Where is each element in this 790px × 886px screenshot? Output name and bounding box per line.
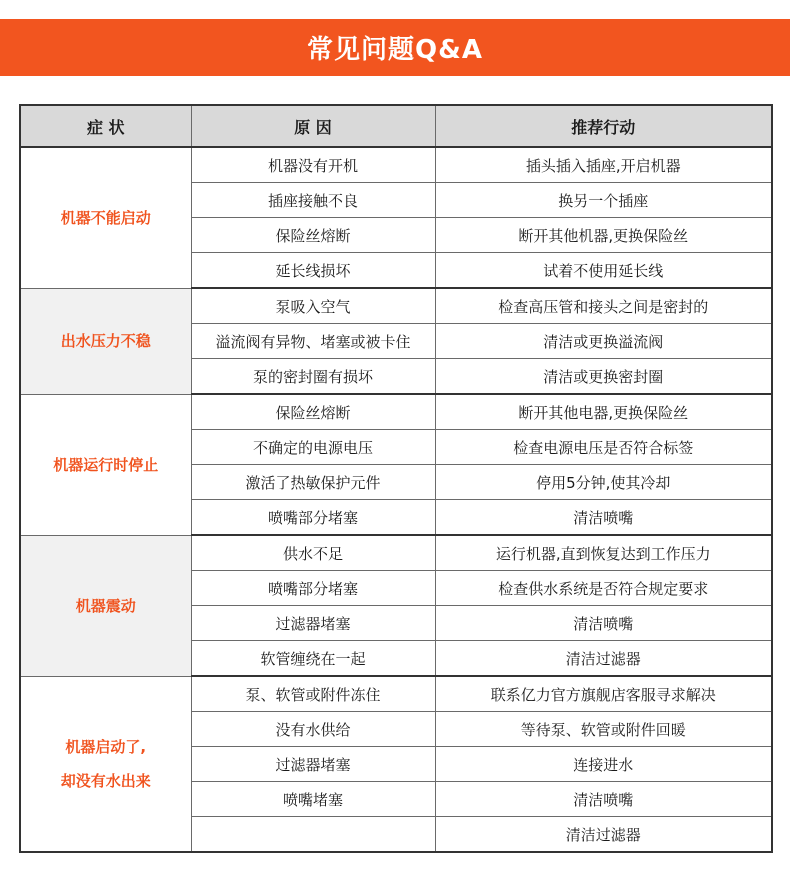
symptom-line: 出水压力不稳 [60, 332, 151, 350]
header-action: 推荐行动 [435, 105, 772, 147]
cause-cell: 泵的密封圈有损坏 [191, 359, 435, 395]
symptom-line: 机器启动了, [65, 737, 147, 756]
cause-cell: 机器没有开机 [191, 147, 435, 183]
action-cell: 清洁过滤器 [435, 641, 772, 677]
cause-cell: 不确定的电源电压 [191, 430, 435, 465]
action-cell: 试着不使用延长线 [435, 253, 772, 289]
symptom-line: 却没有水出来 [60, 771, 151, 790]
action-cell: 清洁喷嘴 [435, 782, 772, 817]
table-header-row [20, 105, 772, 147]
action-cell: 清洁或更换密封圈 [435, 359, 772, 395]
cause-cell [191, 817, 435, 853]
cause-cell: 过滤器堵塞 [191, 747, 435, 782]
action-cell: 断开其他电器,更换保险丝 [435, 394, 772, 430]
cause-cell: 保险丝熔断 [191, 394, 435, 430]
action-cell: 清洁或更换溢流阀 [435, 324, 772, 359]
action-cell: 插头插入插座,开启机器 [435, 147, 772, 183]
cause-cell: 过滤器堵塞 [191, 606, 435, 641]
action-cell: 等待泵、软管或附件回暖 [435, 712, 772, 747]
action-cell: 停用5分钟,使其冷却 [435, 465, 772, 500]
action-cell: 清洁过滤器 [435, 817, 772, 853]
cause-cell: 软管缠绕在一起 [191, 641, 435, 677]
symptom-cell [20, 147, 191, 288]
action-cell: 清洁喷嘴 [435, 500, 772, 536]
cause-cell: 泵吸入空气 [191, 288, 435, 324]
cause-cell: 保险丝熔断 [191, 218, 435, 253]
action-cell: 检查供水系统是否符合规定要求 [435, 571, 772, 606]
action-cell: 换另一个插座 [435, 183, 772, 218]
symptom-line: 机器不能启动 [60, 208, 151, 227]
table-row [20, 676, 772, 712]
cause-cell: 溢流阀有异物、堵塞或被卡住 [191, 324, 435, 359]
action-cell: 清洁喷嘴 [435, 606, 772, 641]
cause-cell: 激活了热敏保护元件 [191, 465, 435, 500]
action-cell: 运行机器,直到恢复达到工作压力 [435, 535, 772, 571]
table-row [20, 288, 772, 324]
cause-cell: 插座接触不良 [191, 183, 435, 218]
action-cell: 联系亿力官方旗舰店客服寻求解决 [435, 676, 772, 712]
cause-cell: 喷嘴堵塞 [191, 782, 435, 817]
symptom-line: 机器运行时停止 [53, 455, 159, 474]
action-cell: 检查高压管和接头之间是密封的 [435, 288, 772, 324]
title-banner [0, 19, 790, 76]
action-cell: 连接进水 [435, 747, 772, 782]
action-cell: 检查电源电压是否符合标签 [435, 430, 772, 465]
action-cell: 断开其他机器,更换保险丝 [435, 218, 772, 253]
cause-cell: 喷嘴部分堵塞 [191, 500, 435, 536]
symptom-line: 机器震动 [75, 596, 136, 615]
table-row [20, 535, 772, 571]
symptom-cell [20, 676, 191, 852]
cause-cell: 泵、软管或附件冻住 [191, 676, 435, 712]
page-title: 常见问题Q&A [307, 35, 483, 65]
symptom-cell [20, 288, 191, 394]
cause-cell: 喷嘴部分堵塞 [191, 571, 435, 606]
header-cause: 原 因 [191, 105, 435, 147]
symptom-cell [20, 394, 191, 535]
header-symptom: 症 状 [20, 105, 191, 147]
cause-cell: 供水不足 [191, 535, 435, 571]
table-row [20, 147, 772, 183]
cause-cell: 延长线损坏 [191, 253, 435, 289]
qa-table [19, 104, 773, 853]
symptom-cell [20, 535, 191, 676]
cause-cell: 没有水供给 [191, 712, 435, 747]
table-row [20, 394, 772, 430]
